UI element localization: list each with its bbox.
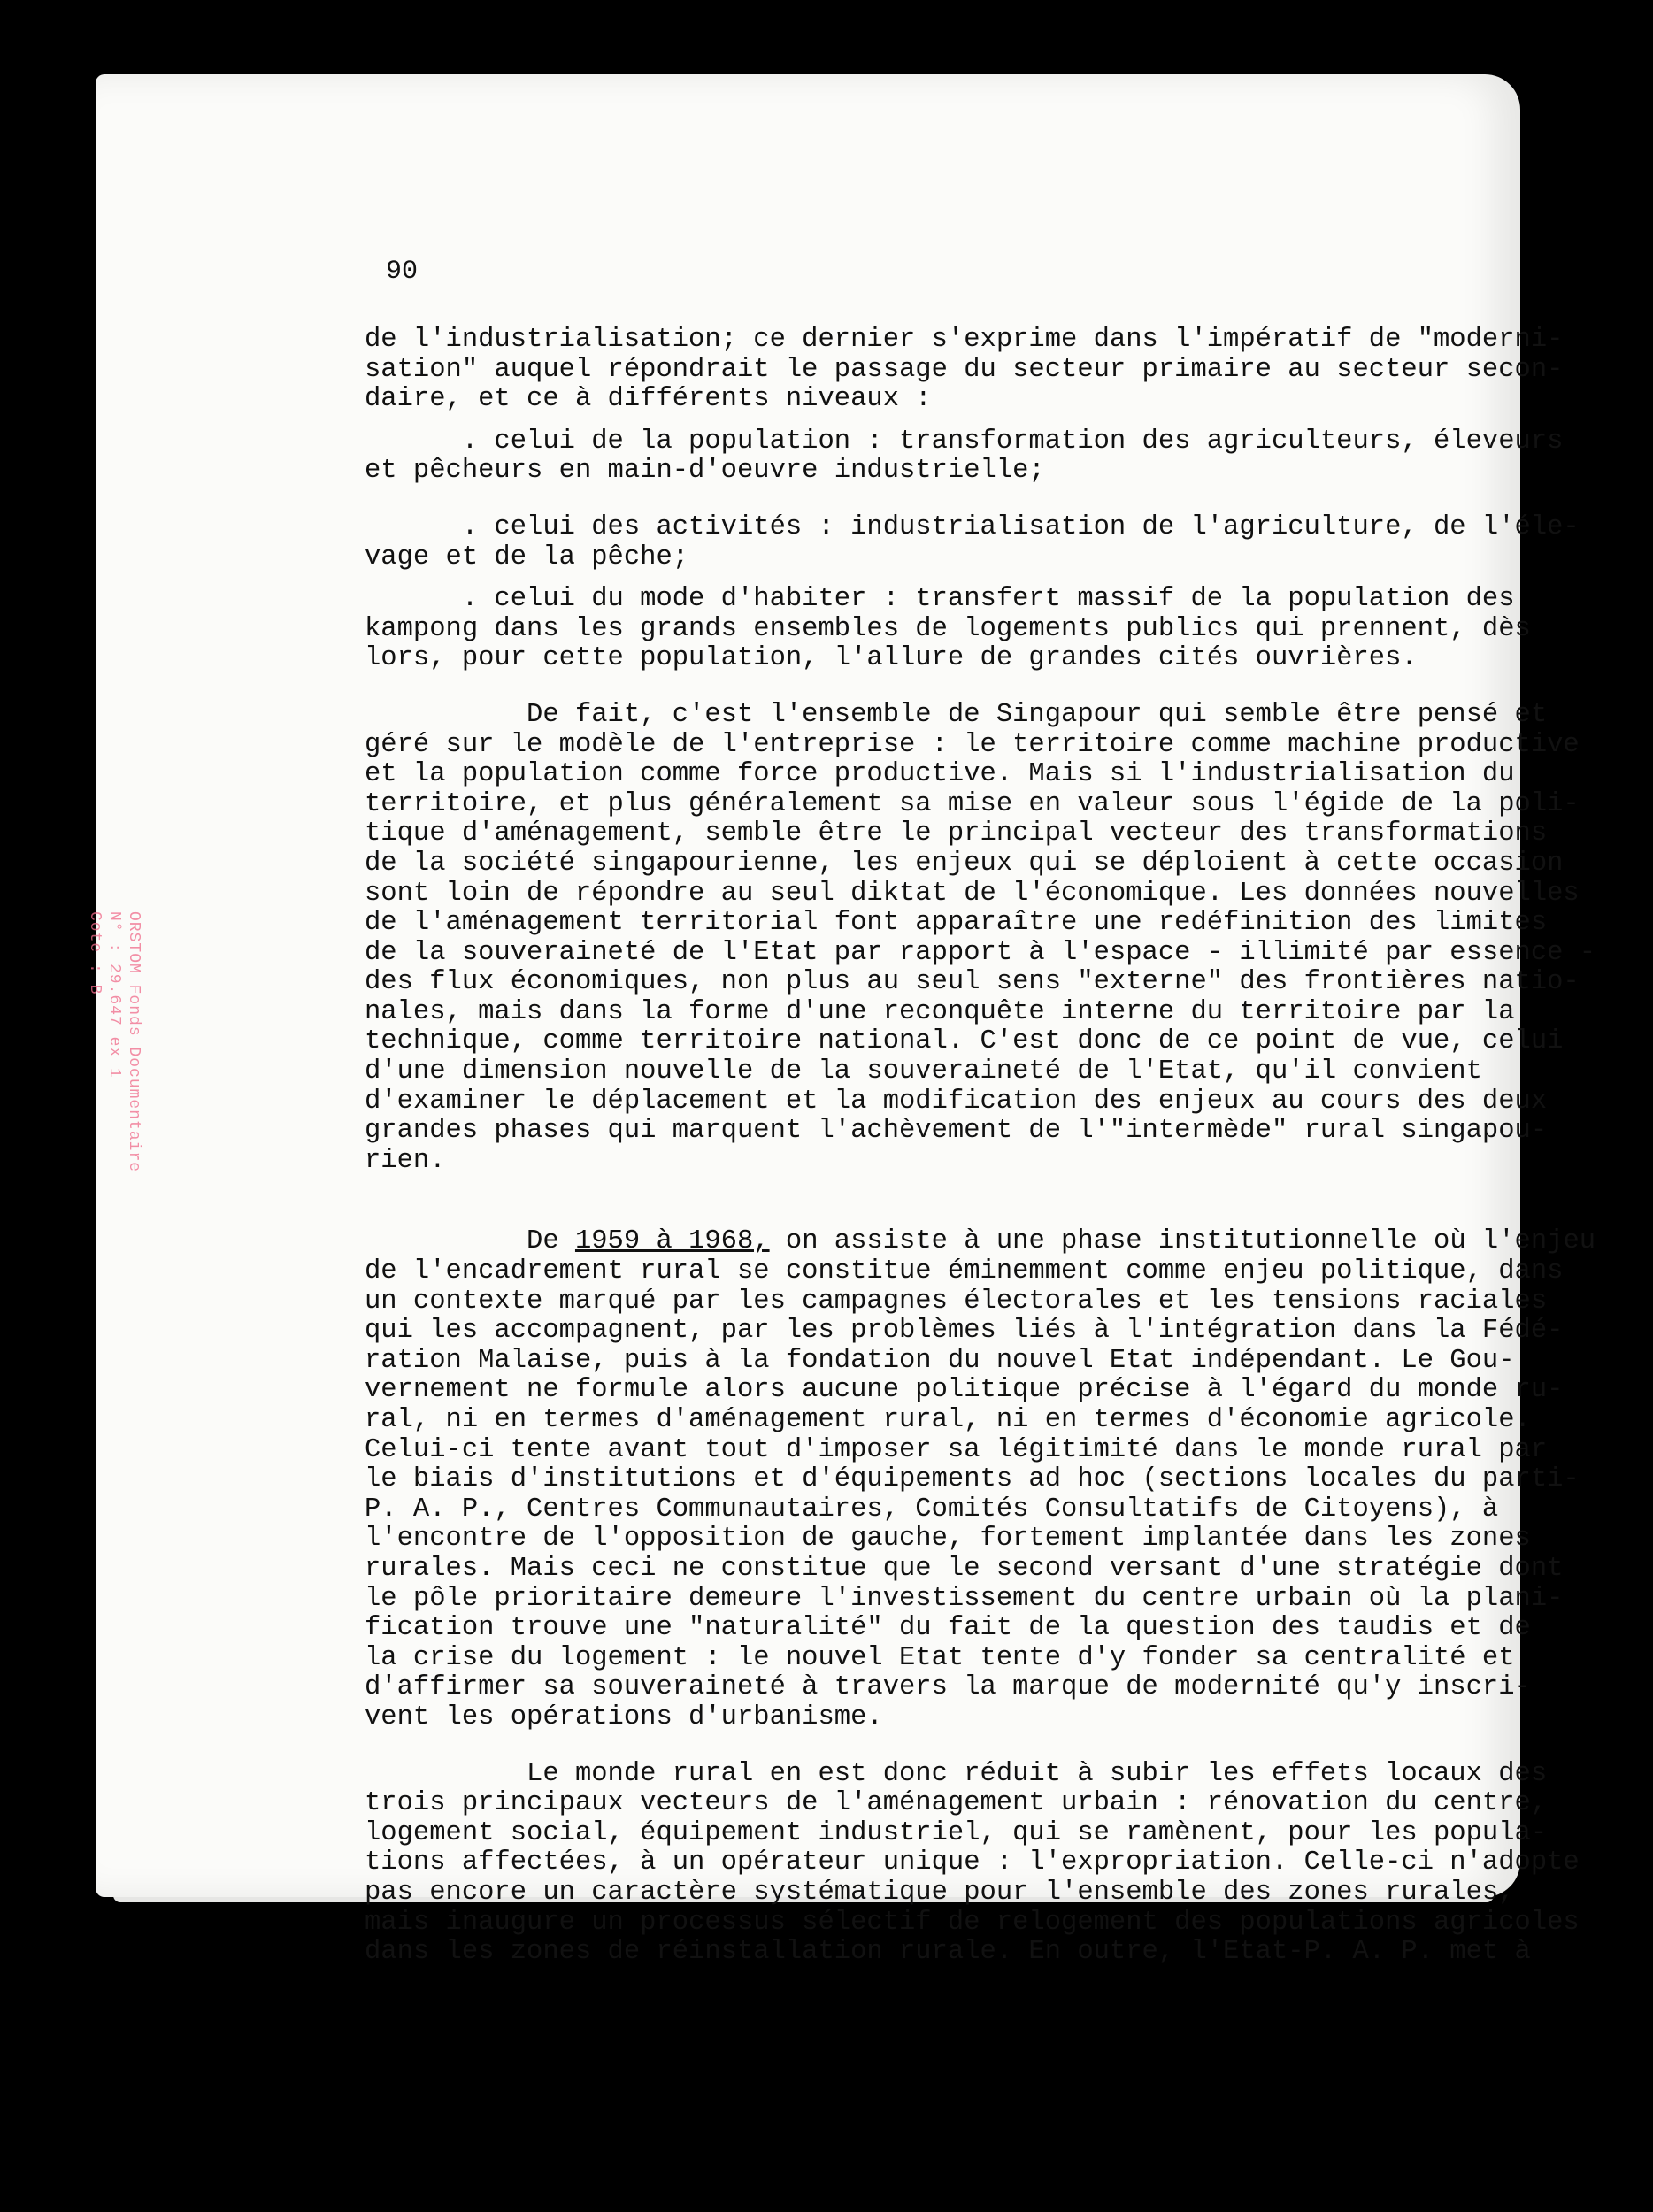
text-line: géré sur le modèle de l'entreprise : le territoire comme machine productive: [365, 729, 1580, 760]
text-line: . celui des activités : industrialisation de l'agriculture, de l'éle-: [365, 511, 1580, 542]
stamp-line: ORSTOM Fonds Documentaire: [125, 911, 142, 1173]
text-line: d'affirmer sa souveraineté à travers la marque de modernité qu'y inscri-: [365, 1672, 1531, 1703]
text-line: territoire, et plus généralement sa mise en valeur sous l'égide de la poli-: [365, 788, 1580, 819]
stamp-line: N° : 29.647 ex 1: [105, 911, 123, 1079]
text-line: . celui du mode d'habiter : transfert massif de la population des: [365, 584, 1515, 615]
text-line: ration Malaise, puis à la fondation du nouvel Etat indépendant. Le Gou-: [365, 1345, 1515, 1376]
text-line: Celui-ci tente avant tout d'imposer sa légitimité dans le monde rural par: [365, 1434, 1548, 1465]
text-line: ral, ni en termes d'aménagement rural, ni en termes d'économie agricole.: [365, 1405, 1531, 1435]
text-line: tions affectées, à un opérateur unique : l'expropriation. Celle-ci n'adopte: [365, 1847, 1580, 1878]
text-line: d'une dimension nouvelle de la souveraineté de l'Etat, qu'il convient: [365, 1056, 1482, 1087]
text-segment: on assiste à une phase institutionnelle où l'enjeu: [769, 1226, 1596, 1257]
text-line: de l'aménagement territorial font apparaître une redéfinition des limites: [365, 908, 1548, 939]
text-line: des flux économiques, non plus au seul sens "externe" des frontières natio-: [365, 967, 1580, 998]
text-line: de la société singapourienne, les enjeux qui se déploient à cette occasion: [365, 848, 1564, 879]
text-line: le biais d'institutions et d'équipements ad hoc (sections locales du parti-: [365, 1464, 1580, 1495]
text-line: [365, 1226, 1596, 1257]
text-line: qui les accompagnent, par les problèmes liés à l'intégration dans la Fédé-: [365, 1316, 1564, 1347]
text-line: . celui de la population : transformation des agriculteurs, éleveurs: [365, 426, 1564, 457]
text-line: fication trouve une "naturalité" du fait de la question des taudis et de: [365, 1613, 1531, 1644]
text-line: rien.: [365, 1145, 446, 1176]
text-line: grandes phases qui marquent l'achèvement de l'"intermède" rural singapou-: [365, 1116, 1548, 1147]
page-number: 90: [386, 257, 419, 287]
text-line: un contexte marqué par les campagnes électorales et les tensions raciales: [365, 1286, 1548, 1317]
text-line: et pêcheurs en main-d'oeuvre industrielle;: [365, 456, 1045, 487]
text-line: De fait, c'est l'ensemble de Singapour qui semble être pensé et: [365, 699, 1548, 730]
text-line: Le monde rural en est donc réduit à subir les effets locaux des: [365, 1758, 1548, 1789]
text-line: le pôle prioritaire demeure l'investissement du centre urbain où la plani-: [365, 1583, 1564, 1614]
stamp-line: Cote : B: [86, 911, 104, 995]
text-line: d'examiner le déplacement et la modification des enjeux au cours des deux: [365, 1086, 1548, 1117]
period-dates: 1959 à 1968,: [574, 1226, 770, 1257]
text-line: vernement ne formule alors aucune politique précise à l'égard du monde ru-: [365, 1375, 1564, 1406]
body-text: [365, 325, 1596, 1968]
text-line: nales, mais dans la forme d'une reconquête interne du territoire par la: [365, 996, 1515, 1027]
archive-stamp: [85, 911, 143, 1172]
text-line: pas encore un caractère systématique pour l'ensemble des zones rurales,: [365, 1877, 1515, 1908]
text-line: de l'encadrement rural se constitue éminemment comme enjeu politique, dans: [365, 1256, 1564, 1287]
text-line: rurales. Mais ceci ne constitue que le second versant d'une stratégie dont: [365, 1553, 1564, 1584]
text-line: trois principaux vecteurs de l'aménagement urbain : rénovation du centre,: [365, 1788, 1548, 1819]
text-line: de la souveraineté de l'Etat par rapport à l'espace - illimité par essence -: [365, 937, 1596, 968]
text-line: lors, pour cette population, l'allure de grandes cités ouvrières.: [365, 643, 1418, 674]
text-line: daire, et ce à différents niveaux :: [365, 384, 932, 415]
text-line: dans les zones de réinstallation rurale. En outre, l'Etat-P. A. P. met à: [365, 1937, 1531, 1968]
text-line: sont loin de répondre au seul diktat de l'économique. Les données nouvelles: [365, 878, 1580, 909]
text-line: la crise du logement : le nouvel Etat tente d'y fonder sa centralité et: [365, 1642, 1515, 1673]
text-line: vent les opérations d'urbanisme.: [365, 1701, 883, 1732]
text-line: P. A. P., Centres Communautaires, Comités Consultatifs de Citoyens), à: [365, 1494, 1499, 1525]
text-line: kampong dans les grands ensembles de logements publics qui prennent, dès: [365, 613, 1531, 644]
text-line: l'encontre de l'opposition de gauche, fortement implantée dans les zones: [365, 1524, 1531, 1555]
text-line: technique, comme territoire national. C'est donc de ce point de vue, celui: [365, 1026, 1564, 1057]
text-line: logement social, équipement industriel, qui se ramènent, pour les popula-: [365, 1817, 1548, 1848]
text-line: sation" auquel répondrait le passage du secteur primaire au secteur secon-: [365, 354, 1564, 385]
text-line: tique d'aménagement, semble être le principal vecteur des transformations: [365, 818, 1548, 849]
text-line: mais inaugure un processus sélectif de relogement des populations agricoles: [365, 1907, 1580, 1938]
text-line: vage et de la pêche;: [365, 541, 689, 572]
text-line: de l'industrialisation; ce dernier s'exprime dans l'impératif de "moderni-: [365, 325, 1564, 355]
text-line: et la population comme force productive. Mais si l'industrialisation du: [365, 759, 1515, 790]
text-segment: De: [365, 1226, 575, 1257]
